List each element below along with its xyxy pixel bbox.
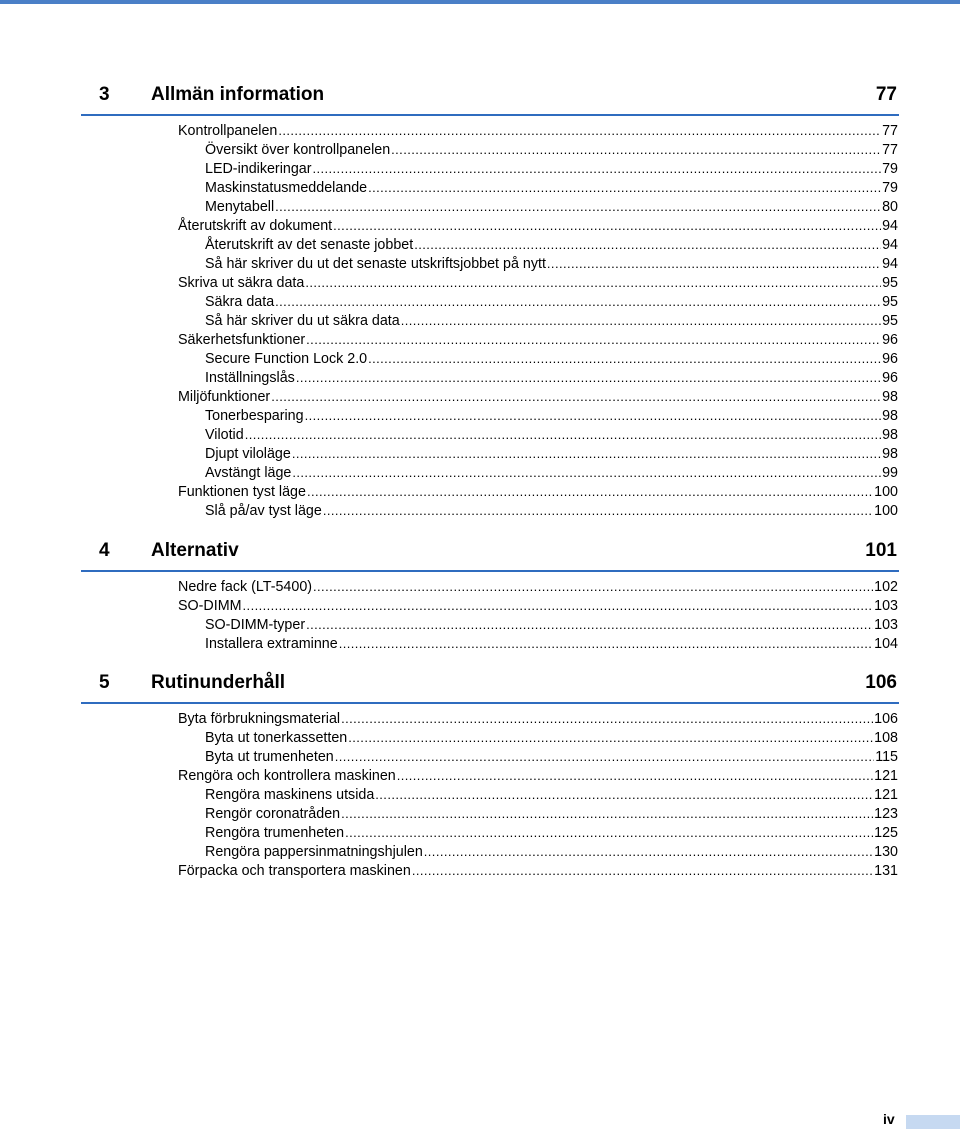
chapter-number: 5 [99, 672, 110, 693]
toc-section-entry[interactable] [81, 216, 899, 235]
toc-subsection-entry[interactable] [81, 634, 899, 653]
entry-page-number: 96 [882, 351, 898, 367]
entry-page-number: 104 [874, 636, 898, 652]
dot-leader [245, 425, 881, 444]
dot-leader [339, 634, 873, 653]
entry-title: Rengöra maskinens utsida [205, 787, 375, 803]
toc-subsection-entry[interactable] [81, 463, 899, 482]
toc-section-entry[interactable] [81, 709, 899, 728]
entry-page-number: 100 [874, 503, 898, 519]
entry-page-number: 115 [875, 749, 898, 765]
toc-subsection-entry[interactable] [81, 842, 899, 861]
dot-leader [296, 368, 881, 387]
entry-page-number: 94 [882, 218, 898, 234]
dot-leader [397, 766, 873, 785]
entry-title: Vilotid [205, 427, 244, 443]
entry-title: Säkra data [205, 294, 275, 310]
entry-page-number: 121 [874, 787, 898, 803]
entry-page-number: 96 [882, 370, 898, 386]
toc-subsection-entry[interactable] [81, 311, 899, 330]
entry-page-number: 125 [874, 825, 898, 841]
entry-page-number: 95 [882, 275, 898, 291]
dot-leader [335, 747, 874, 766]
entry-page-number: 77 [882, 123, 898, 139]
entry-title: Förpacka och transportera maskinen [178, 863, 411, 879]
chapter-entries [81, 704, 899, 880]
entry-page-number: 131 [874, 863, 898, 879]
entry-title: Inställningslås [205, 370, 295, 386]
dot-leader [307, 482, 873, 501]
dot-leader [305, 406, 882, 425]
entry-page-number: 99 [882, 465, 898, 481]
dot-leader [412, 861, 873, 880]
entry-title: Återutskrift av det senaste jobbet [205, 237, 414, 253]
toc-section-entry[interactable] [81, 766, 899, 785]
chapter-page-number: 77 [875, 84, 897, 105]
entry-page-number: 106 [874, 711, 898, 727]
toc-subsection-entry[interactable] [81, 406, 899, 425]
entry-page-number: 130 [874, 844, 898, 860]
entry-title: Nedre fack (LT-5400) [178, 579, 313, 595]
dot-leader [401, 311, 881, 330]
entry-title: Byta ut trumenheten [205, 749, 334, 765]
toc-subsection-entry[interactable] [81, 501, 899, 520]
toc-subsection-entry[interactable] [81, 254, 899, 273]
dot-leader [313, 577, 873, 596]
toc-subsection-entry[interactable] [81, 728, 899, 747]
entry-page-number: 98 [882, 446, 898, 462]
dot-leader [414, 235, 881, 254]
entry-page-number: 98 [882, 389, 898, 405]
dot-leader [333, 216, 881, 235]
toc-subsection-entry[interactable] [81, 140, 899, 159]
dot-leader [368, 178, 881, 197]
toc-subsection-entry[interactable] [81, 615, 899, 634]
entry-title: LED-indikeringar [205, 161, 312, 177]
entry-title: Rengöra trumenheten [205, 825, 345, 841]
dot-leader [391, 140, 881, 159]
entry-title: Avstängt läge [205, 465, 292, 481]
dot-leader [271, 387, 881, 406]
entry-page-number: 80 [882, 199, 898, 215]
dot-leader [292, 463, 881, 482]
chapter-page-number: 101 [865, 540, 897, 561]
entry-title: Återutskrift av dokument [178, 218, 333, 234]
chapter-title: Rutinunderhåll [151, 672, 286, 693]
entry-page-number: 94 [882, 237, 898, 253]
entry-title: Säkerhetsfunktioner [178, 332, 306, 348]
entry-title: Rengör coronatråden [205, 806, 341, 822]
toc-section-entry[interactable] [81, 577, 899, 596]
entry-page-number: 123 [874, 806, 898, 822]
dot-leader [306, 615, 873, 634]
toc-subsection-entry[interactable] [81, 823, 899, 842]
toc-subsection-entry[interactable] [81, 159, 899, 178]
entry-title: Djupt viloläge [205, 446, 291, 462]
entry-page-number: 98 [882, 427, 898, 443]
toc-subsection-entry[interactable] [81, 178, 899, 197]
entry-page-number: 95 [882, 313, 898, 329]
toc-subsection-entry[interactable] [81, 804, 899, 823]
entry-title: Kontrollpanelen [178, 123, 278, 139]
toc-subsection-entry[interactable] [81, 197, 899, 216]
dot-leader [341, 709, 873, 728]
entry-page-number: 108 [874, 730, 898, 746]
entry-page-number: 100 [874, 484, 898, 500]
entry-title: SO-DIMM [178, 598, 242, 614]
toc-section-entry[interactable] [81, 121, 899, 140]
toc-subsection-entry[interactable] [81, 349, 899, 368]
toc-subsection-entry[interactable] [81, 785, 899, 804]
dot-leader [424, 842, 873, 861]
dot-leader [312, 159, 881, 178]
chapter-heading[interactable] [81, 668, 899, 704]
toc-subsection-entry[interactable] [81, 368, 899, 387]
dot-leader [375, 785, 873, 804]
entry-page-number: 94 [882, 256, 898, 272]
chapter-entries [81, 116, 899, 520]
dot-leader [243, 596, 874, 615]
dot-leader [323, 501, 873, 520]
entry-title: Menytabell [205, 199, 275, 215]
entry-page-number: 103 [874, 598, 898, 614]
dot-leader [292, 444, 881, 463]
entry-page-number: 79 [882, 180, 898, 196]
toc-section-entry[interactable] [81, 482, 899, 501]
chapter-page-number: 106 [865, 672, 897, 693]
dot-leader [345, 823, 873, 842]
chapter-title: Alternativ [151, 540, 239, 561]
entry-title: Översikt över kontrollpanelen [205, 142, 391, 158]
entry-page-number: 121 [874, 768, 898, 784]
entry-title: Funktionen tyst läge [178, 484, 306, 500]
toc-section-entry[interactable] [81, 330, 899, 349]
entry-title: SO-DIMM-typer [205, 617, 306, 633]
entry-title: Skriva ut säkra data [178, 275, 305, 291]
entry-title: Installera extraminne [205, 636, 338, 652]
chapter-entries [81, 572, 899, 653]
entry-title: Rengöra och kontrollera maskinen [178, 768, 396, 784]
dot-leader [275, 197, 881, 216]
toc-subsection-entry[interactable] [81, 425, 899, 444]
entry-title: Secure Function Lock 2.0 [205, 351, 368, 367]
entry-page-number: 102 [874, 579, 898, 595]
dot-leader [341, 804, 873, 823]
dot-leader [368, 349, 881, 368]
toc-subsection-entry[interactable] [81, 292, 899, 311]
entry-title: Så här skriver du ut det senaste utskriftsjobbet på nytt [205, 256, 546, 272]
toc-subsection-entry[interactable] [81, 235, 899, 254]
chapter-title: Allmän information [151, 84, 325, 105]
entry-title: Miljöfunktioner [178, 389, 271, 405]
footer-accent-bar [906, 1115, 960, 1129]
dot-leader [306, 330, 881, 349]
entry-page-number: 95 [882, 294, 898, 310]
toc-subsection-entry[interactable] [81, 747, 899, 766]
top-rule [0, 0, 960, 4]
entry-page-number: 98 [882, 408, 898, 424]
toc-section-entry[interactable] [81, 387, 899, 406]
toc-section-entry[interactable] [81, 861, 899, 880]
dot-leader [278, 121, 881, 140]
dot-leader [547, 254, 881, 273]
chapter-number: 4 [99, 540, 110, 561]
chapter-heading[interactable] [81, 536, 899, 572]
entry-page-number: 79 [882, 161, 898, 177]
table-of-contents [81, 80, 899, 880]
entry-title: Maskinstatusmeddelande [205, 180, 368, 196]
entry-page-number: 96 [882, 332, 898, 348]
page-number: iv [883, 1111, 895, 1127]
entry-title: Slå på/av tyst läge [205, 503, 322, 519]
chapter-number: 3 [99, 84, 110, 105]
dot-leader [275, 292, 881, 311]
chapter-heading[interactable] [81, 80, 899, 116]
entry-page-number: 77 [882, 142, 898, 158]
toc-section-entry[interactable] [81, 273, 899, 292]
entry-title: Så här skriver du ut säkra data [205, 313, 400, 329]
entry-title: Byta ut tonerkassetten [205, 730, 348, 746]
entry-page-number: 103 [874, 617, 898, 633]
dot-leader [305, 273, 881, 292]
entry-title: Byta förbrukningsmaterial [178, 711, 341, 727]
entry-title: Tonerbesparing [205, 408, 304, 424]
dot-leader [348, 728, 873, 747]
toc-subsection-entry[interactable] [81, 444, 899, 463]
entry-title: Rengöra pappersinmatningshjulen [205, 844, 423, 860]
toc-section-entry[interactable] [81, 596, 899, 615]
